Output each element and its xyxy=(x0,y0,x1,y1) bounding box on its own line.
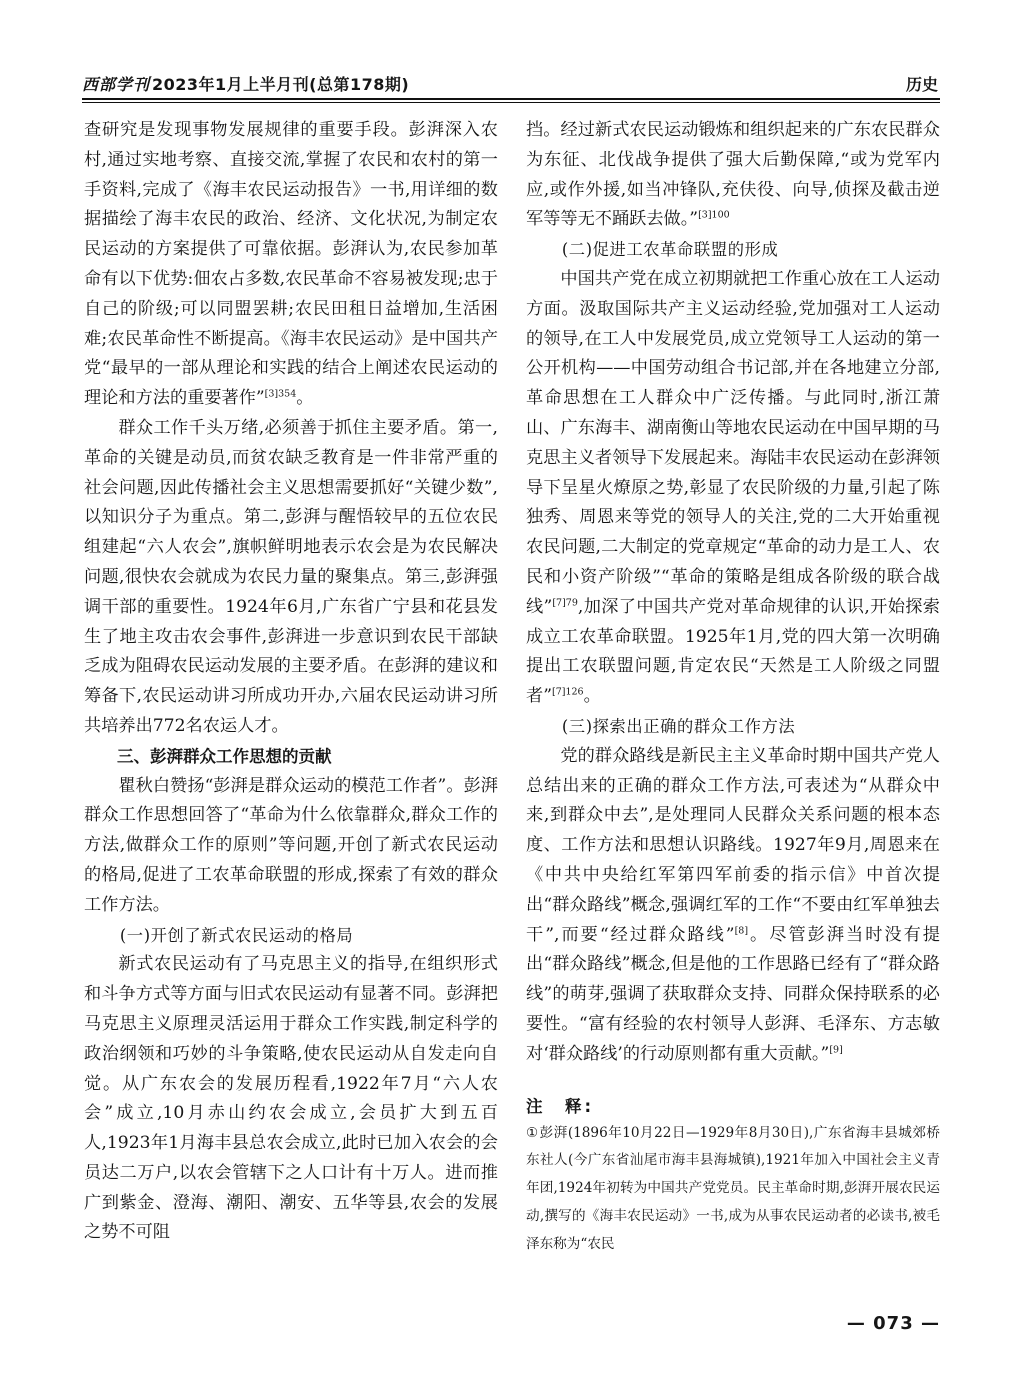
journal-masthead xyxy=(82,72,409,95)
subsection-heading: (二)促进工农革命联盟的形成 xyxy=(561,240,779,260)
notes-section xyxy=(526,1094,940,1259)
citation: [3]100 xyxy=(698,209,730,221)
notes-title: 注 释: xyxy=(526,1096,595,1116)
issue-info: 2023年1月上半月刊(总第178期) xyxy=(152,75,410,94)
subsection-heading: (三)探索出正确的群众工作方法 xyxy=(561,716,796,736)
paragraph: 瞿秋白赞扬“彭湃是群众运动的模范工作者”。彭湃群众工作思想回答了“革命为什么依靠群众,群众工作的方法,做群众工作的原则”等问题,开创了新式农民运动的格局,促进了工农革命联盟的形成,探索了有效的群众工作方法。 xyxy=(84,775,498,915)
citation: [7]79 xyxy=(552,597,578,609)
header-rule-thin xyxy=(82,102,940,103)
note-marker: ① xyxy=(526,1124,539,1141)
section-heading: 三、彭湃群众工作思想的贡献 xyxy=(117,746,332,766)
journal-logo: 西部学刊 xyxy=(82,75,151,94)
citation: [9] xyxy=(829,1043,843,1055)
note-item xyxy=(526,1120,940,1259)
note-text: 彭湃(1896年10月22日—1929年8月30日),广东省海丰县城郊桥东社人(今广东省汕尾市海丰县海城镇),1921年加入中国社会主义青年团,1924年初转为中国共产党党员。民主革命时期,彭湃开展农民运动,撰写的《海丰农民运动》一书,成为从事农民运动者的必读书,被毛泽东称为“农民 xyxy=(526,1124,940,1252)
subsection-heading: (一)开创了新式农民运动的格局 xyxy=(119,925,354,945)
section-label: 历史 xyxy=(905,75,938,94)
page-header xyxy=(82,70,940,106)
paragraph: 中国共产党在成立初期就把工作重心放在工人运动方面。汲取国际共产主义运动经验,党加强对工人运动的领导,在工人中发展党员,成立党领导工人运动的第一公开机构——中国劳动组合书记部,并在各地建立分部,革命思想在工人群众中广泛传播。与此同时,浙江萧山、广东海丰、湖南衡山等地农民运动在中国早期的马克思主义者领导下发展起来。海陆丰农民运动在彭湃领导下呈星火燎原之势,彰显了农民阶级的力量,引起了陈独秀、周恩来等党的领导人的关注,党的二大开始重视农民问题,二大制定的党章规定“革命的动力是工人、农民和小资产阶级”“革命的策略是组成各阶级的联合战线”$^{[7]79}$,加深了中国共产党对革命规律的认识,开始探索成立工农革命联盟。1925年1月,党的四大第一次明确提出工农联盟问题,肯定农民“天然是工人阶级之同盟者”$^{[7]126}$。 xyxy=(526,268,940,707)
paragraph: 党的群众路线是新民主主义革命时期中国共产党人总结出来的正确的群众工作方法,可表述为“从群众中来,到群众中去”,是处理同人民群众关系问题的根本态度、工作方法和思想认识路线。1927年9月,周恩来在《中共中央给红军第四军前委的指示信》中首次提出“群众路线”概念,强调红军的工作“不要由红军单独去干”,而要“经过群众路线”[8]。尽管彭湃当时没有提出“群众路线”概念,但是他的工作思路已经有了“群众路线”的萌芽,强调了获取群众支持、同群众保持联系的必要性。“富有经验的农村领导人彭湃、毛泽东、方志敏对‘群众路线’的行动原则都有重大贡献。”[9] xyxy=(526,745,940,1064)
paragraph: 挡。经过新式农民运动锻炼和组织起来的广东农民群众为东征、北伐战争提供了强大后勤保障,“或为党军内应,或作外援,如当冲锋队,充伕役、向导,侦探及截击逆军等等无不踊跃去做。”$^{[3]100}$ xyxy=(526,120,940,230)
right-column xyxy=(526,116,940,1258)
page-number: — 073 — xyxy=(846,1313,940,1334)
paragraph: 群众工作千头万绪,必须善于抓住主要矛盾。第一,革命的关键是动员,而贫农缺乏教育是一件非常严重的社会问题,因此传播社会主义思想需要抓好“关键少数”,以知识分子为重点。第二,彭湃与醒悟较早的五位农民组建起“六人农会”,旗帜鲜明地表示农会是为农民解决问题,很快农会就成为农民力量的聚集点。第三,彭湃强调干部的重要性。1924年6月,广东省广宁县和花县发生了地主攻击农会事件,彭湃进一步意识到农民干部缺乏成为阻碍农民运动发展的主要矛盾。在彭湃的建议和筹备下,农民运动讲习所成功开办,六届农民运动讲习所共培养出772名农运人才。 xyxy=(84,417,498,736)
paragraph: 新式农民运动有了马克思主义的指导,在组织形式和斗争方式等方面与旧式农民运动有显著不同。彭湃把马克思主义原理灵活运用于群众工作实践,制定科学的政治纲领和巧妙的斗争策略,使农民运动从自发走向自觉。从广东农会的发展历程看,1922年7月“六人农会”成立,10月赤山约农会成立,会员扩大到五百人,1923年1月海丰县总农会成立,此时已加入农会的会员达二万户,以农会管辖下之人口计有十万人。进而推广到紫金、澄海、潮阳、潮安、五华等县,农会的发展之势不可阻 xyxy=(84,954,498,1243)
left-column xyxy=(84,116,498,1248)
paragraph: 查研究是发现事物发展规律的重要手段。彭湃深入农村,通过实地考察、直接交流,掌握了农民和农村的第一手资料,完成了《海丰农民运动报告》一书,用详细的数据描绘了海丰农民的政治、经济、文化状况,为制定农民运动的方案提供了可靠依据。彭湃认为,农民参加革命有以下优势:佃农占多数,农民革命不容易被发现;忠于自己的阶级;可以同盟罢耕;农民田租日益增加,生活困难;农民革命性不断提高。《海丰农民运动》是中国共产党“最早的一部从理论和实践的结合上阐述农民运动的理论和方法的重要著作”$^{[3]354}$。 xyxy=(84,120,498,409)
citation: [3]354 xyxy=(264,388,297,400)
citation: [8] xyxy=(734,924,749,936)
citation: [7]126 xyxy=(551,686,584,698)
header-rule xyxy=(82,98,940,100)
